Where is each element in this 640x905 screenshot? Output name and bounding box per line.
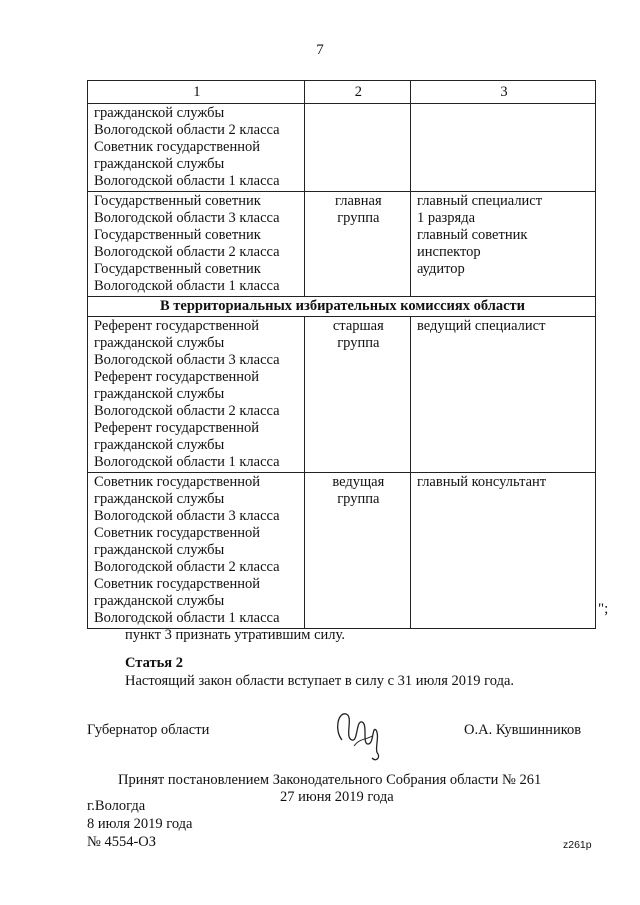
cell-line: Вологодской области 2 класса xyxy=(94,559,280,575)
cell-line: гражданской службы xyxy=(94,542,225,558)
table-body xyxy=(88,104,596,629)
article-title: Статья 2 xyxy=(125,655,183,671)
cell-line: инспектор xyxy=(416,244,481,260)
table-header-cell: 1 xyxy=(88,81,305,104)
cell-line: Вологодской области 1 класса xyxy=(94,610,280,626)
cell-line: главный советник xyxy=(416,227,528,243)
article-text: Настоящий закон области вступает в силу с 31 июля 2019 года. xyxy=(125,673,515,689)
cell-line: 1 разряда xyxy=(416,210,476,226)
table-cell-col3 xyxy=(410,104,595,192)
cell-line: Вологодской области 2 класса xyxy=(94,403,280,419)
cell-line: группа xyxy=(337,491,380,507)
cell-line: ведущий специалист xyxy=(416,318,546,334)
cell-line: гражданской службы xyxy=(94,105,225,121)
cell-line: старшая xyxy=(332,318,384,334)
cell-line: Референт государственной xyxy=(94,369,260,385)
table-cell-col2 xyxy=(304,473,410,629)
cell-line: Вологодской области 3 класса xyxy=(94,210,280,226)
cell-line: Советник государственной xyxy=(94,576,260,592)
cell-line: ведущая xyxy=(332,474,385,490)
cell-line: Вологодской области 1 класса xyxy=(94,454,280,470)
cell-line: Государственный советник xyxy=(94,193,261,209)
section-title: В территориальных избирательных комиссиях области xyxy=(88,297,596,317)
cell-line: Вологодской области 1 класса xyxy=(94,173,280,189)
table-cell-col1 xyxy=(88,473,305,629)
cell-line: гражданской службы xyxy=(94,593,225,609)
cell-line: гражданской службы xyxy=(94,491,225,507)
adoption-date: 27 июня 2019 года xyxy=(280,789,394,805)
cell-line: Вологодской области 1 класса xyxy=(94,278,280,294)
cell-line: Государственный советник xyxy=(94,227,261,243)
cell-line: группа xyxy=(337,335,380,351)
cell-line: Референт государственной xyxy=(94,318,260,334)
cell-line: гражданской службы xyxy=(94,156,225,172)
table-header-row xyxy=(88,81,596,104)
cell-line: гражданской службы xyxy=(94,386,225,402)
signer-name: О.А. Кувшинников xyxy=(464,722,582,738)
cell-line: Референт государственной xyxy=(94,420,260,436)
closing-quote: "; xyxy=(598,601,609,617)
table-section-row xyxy=(88,297,596,317)
table-header-cell: 3 xyxy=(410,81,595,104)
cell-line: Вологодской области 3 класса xyxy=(94,508,280,524)
table-cell-col1 xyxy=(88,317,305,473)
clause-text: пункт 3 признать утратившим силу. xyxy=(125,627,345,643)
table-row xyxy=(88,317,596,473)
signer-position: Губернатор области xyxy=(87,722,210,738)
table-cell-col2 xyxy=(304,104,410,192)
table-row xyxy=(88,104,596,192)
document-code: z261p xyxy=(563,839,592,851)
cell-line: аудитор xyxy=(416,261,465,277)
cell-line: гражданской службы xyxy=(94,437,225,453)
page-number: 7 xyxy=(316,42,324,58)
table-cell-col1 xyxy=(88,104,305,192)
table-row xyxy=(88,192,596,297)
law-date: 8 июля 2019 года xyxy=(87,816,193,832)
cell-line: Государственный советник xyxy=(94,261,261,277)
cell-line: главный консультант xyxy=(416,474,547,490)
table-cell-col3 xyxy=(410,473,595,629)
table-cell-col1 xyxy=(88,192,305,297)
cell-line: Вологодской области 2 класса xyxy=(94,122,280,138)
law-number: № 4554-ОЗ xyxy=(87,834,157,850)
cell-line: главная xyxy=(335,193,382,209)
table-header-cell: 2 xyxy=(304,81,410,104)
table-cell-col3 xyxy=(410,317,595,473)
cell-line: гражданской службы xyxy=(94,335,225,351)
positions-table xyxy=(87,80,596,629)
cell-line: Советник государственной xyxy=(94,474,260,490)
cell-line: Советник государственной xyxy=(94,525,260,541)
table-row xyxy=(88,473,596,629)
cell-line: Вологодской области 2 класса xyxy=(94,244,280,260)
city: г.Вологда xyxy=(87,798,146,814)
table-cell-col2 xyxy=(304,317,410,473)
cell-line: группа xyxy=(337,210,380,226)
cell-line: Вологодской области 3 класса xyxy=(94,352,280,368)
handwritten-signature xyxy=(332,700,387,765)
adoption-line: Принят постановлением Законодательного Собрания области № 261 xyxy=(118,772,542,788)
cell-line: главный специалист xyxy=(416,193,543,209)
cell-line: Советник государственной xyxy=(94,139,260,155)
table-cell-col2 xyxy=(304,192,410,297)
table-cell-col3 xyxy=(410,192,595,297)
